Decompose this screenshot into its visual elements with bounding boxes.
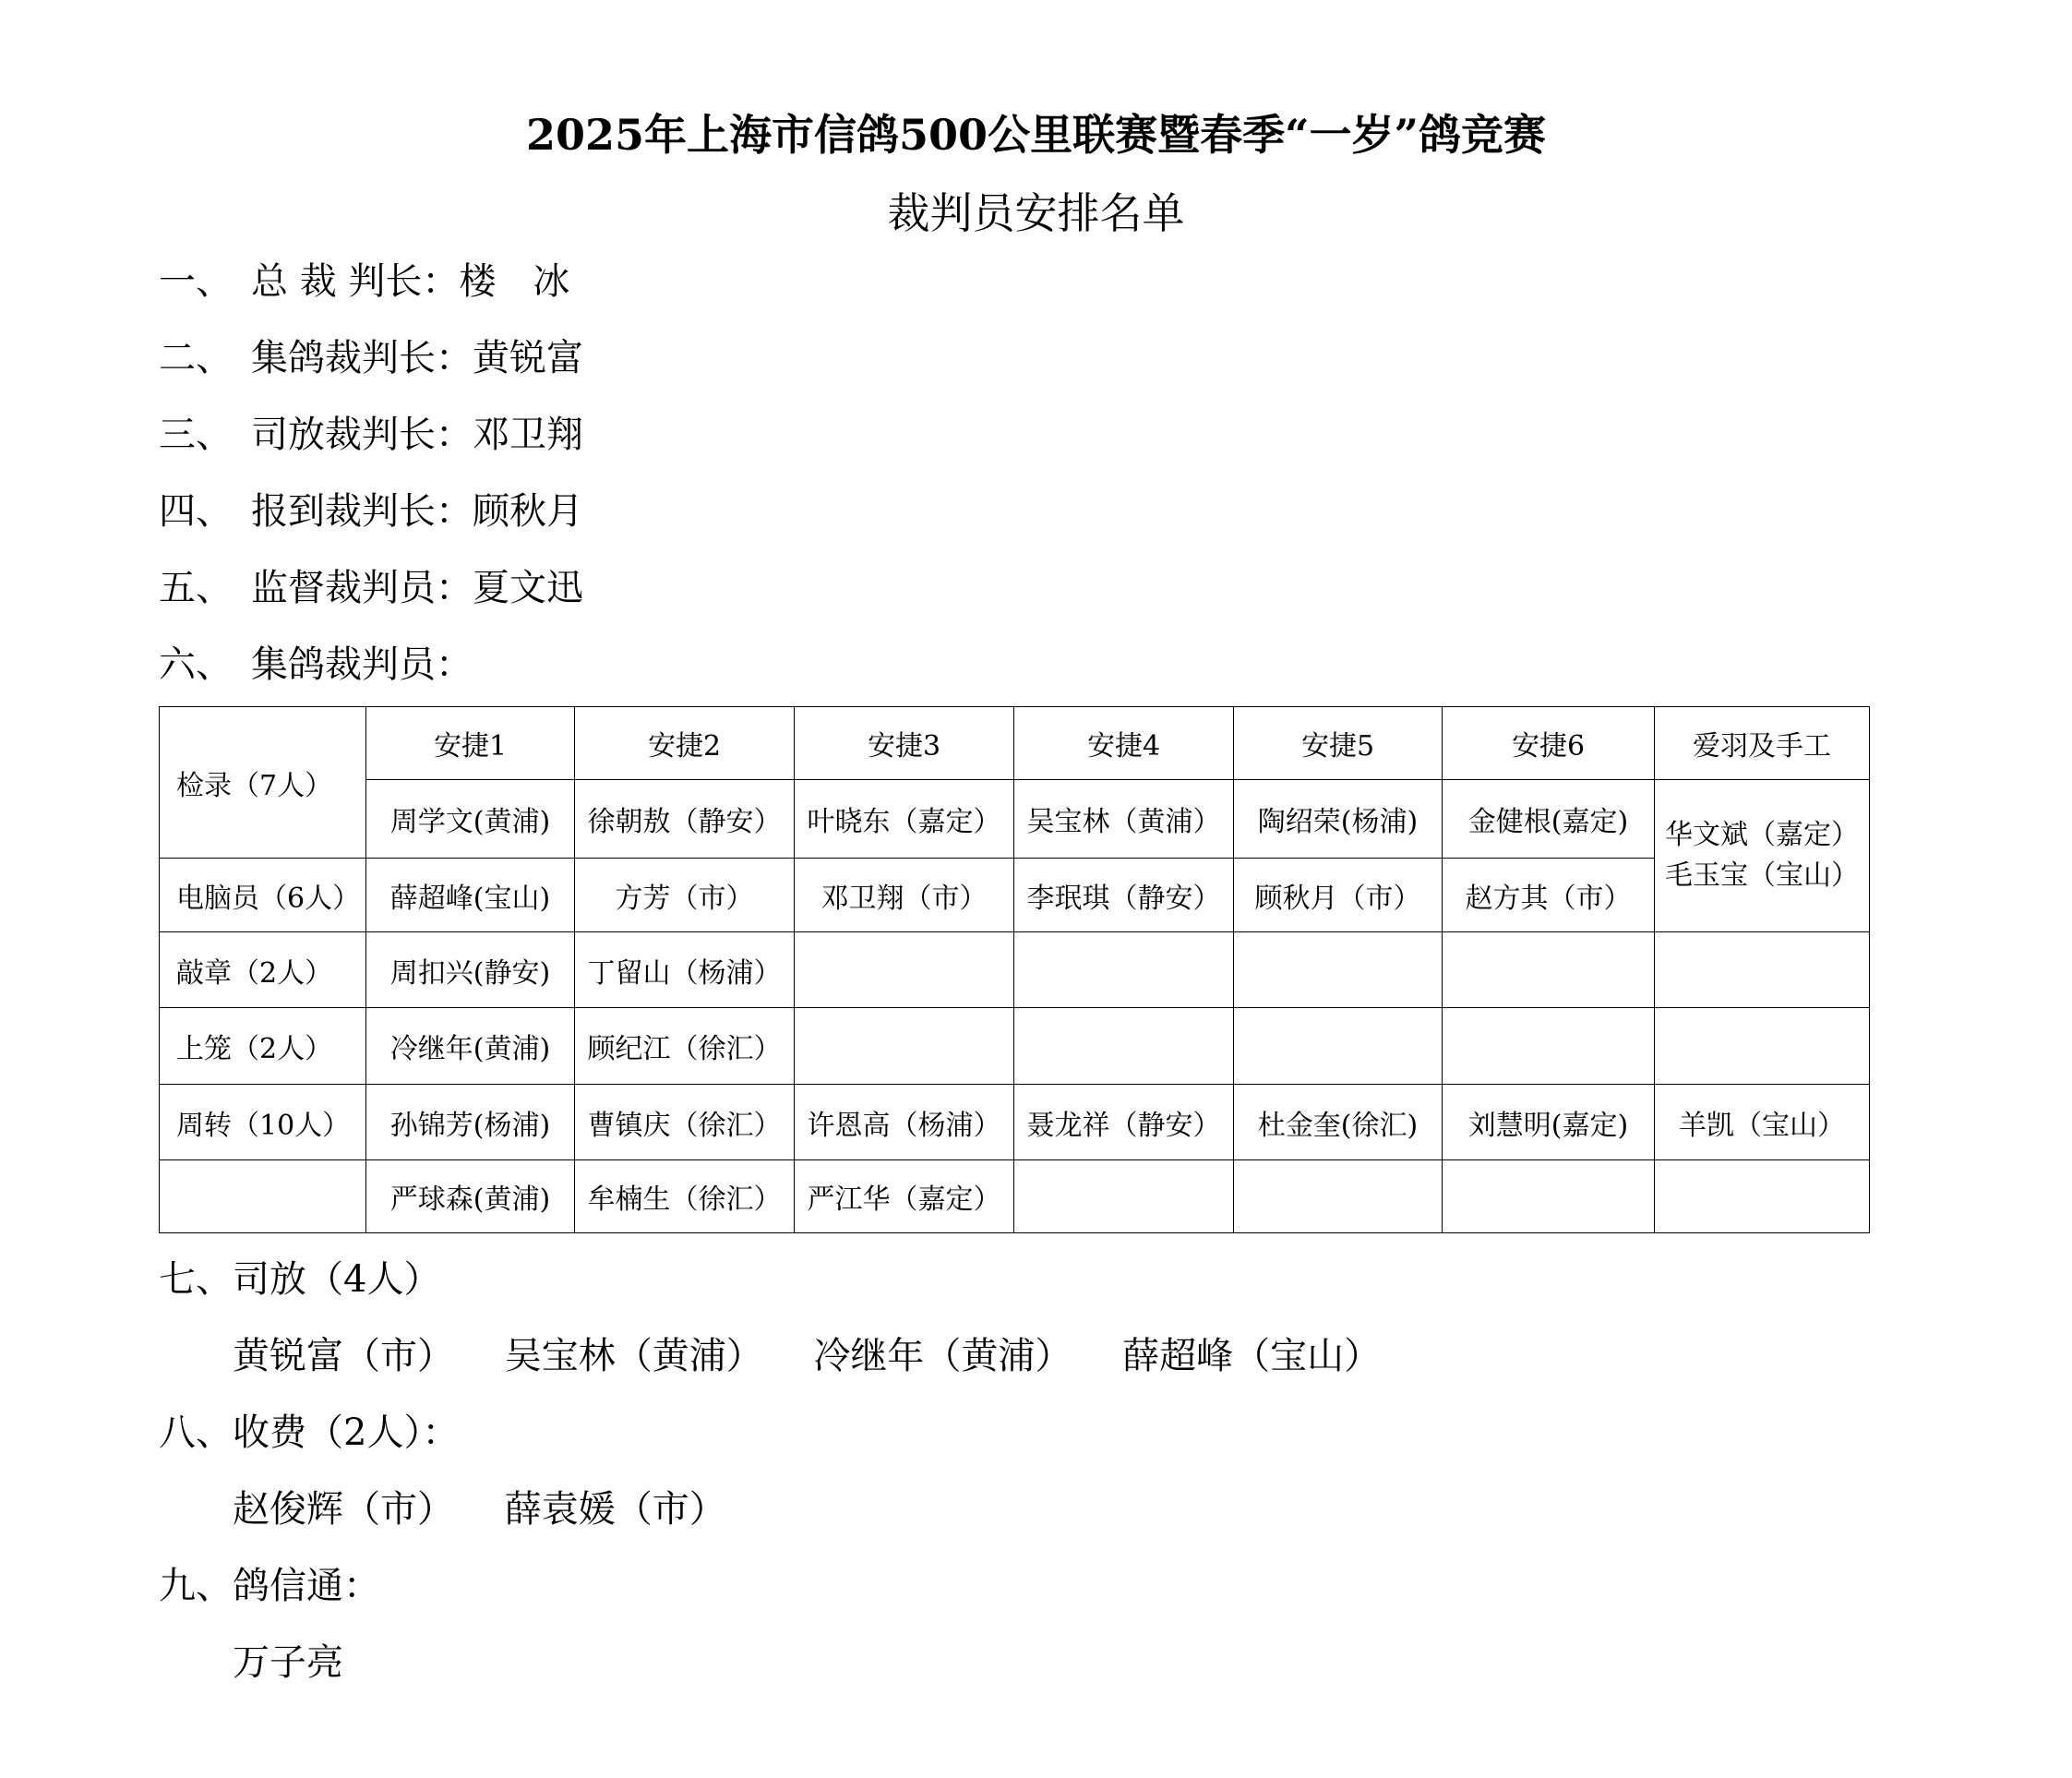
table-cell: 严球森(黄浦) bbox=[366, 1160, 575, 1233]
table-cell bbox=[1443, 932, 1655, 1008]
table-cell bbox=[160, 1160, 366, 1233]
table-cell: 徐朝敖（静安） bbox=[575, 780, 795, 859]
table-cell: 赵方其（市） bbox=[1443, 859, 1655, 932]
fees-heading: 八、收费（2人）： bbox=[159, 1412, 460, 1454]
table-cell: 丁留山（杨浦） bbox=[575, 932, 795, 1008]
role-number: 二、 bbox=[159, 337, 233, 379]
table-cell: 李珉琪（静安） bbox=[1014, 859, 1234, 932]
column-header: 安捷2 bbox=[575, 707, 795, 780]
table-cell: 曹镇庆（徐汇） bbox=[575, 1085, 795, 1160]
release-heading: 七、司放（4人） bbox=[159, 1258, 441, 1301]
table-cell bbox=[1014, 1008, 1234, 1085]
table-cell-name: 华文斌（嘉定） bbox=[1665, 819, 1859, 851]
role-line-supervisor bbox=[159, 562, 583, 614]
referee-table bbox=[159, 706, 1870, 1233]
table-cell bbox=[1014, 1160, 1234, 1233]
role-label: 总 裁 判长：楼 冰 bbox=[251, 260, 570, 303]
role-number: 六、 bbox=[159, 643, 233, 686]
table-cell: 顾纪江（徐汇） bbox=[575, 1008, 795, 1085]
role-label: 集鸽裁判员： bbox=[251, 643, 473, 686]
person-name: 黄锐富（市） bbox=[233, 1335, 454, 1377]
role-line-release-chief bbox=[159, 409, 583, 461]
table-cell: 周学文(黄浦) bbox=[366, 780, 575, 859]
document-subtitle: 裁判员安排名单 bbox=[887, 188, 1185, 238]
role-number: 五、 bbox=[159, 567, 233, 609]
role-line-report-chief bbox=[159, 486, 583, 537]
role-label: 监督裁判员：夏文迅 bbox=[251, 567, 583, 609]
cage-label: 上笼（2人） bbox=[160, 1008, 366, 1085]
role-line-collect-referees bbox=[159, 639, 473, 691]
table-cell: 陶绍荣(杨浦) bbox=[1234, 780, 1443, 859]
fees-names bbox=[233, 1484, 765, 1535]
person-name: 薛超峰（宝山） bbox=[1122, 1335, 1382, 1377]
document-title: 2025年上海市信鸽500公里联赛暨春季“一岁”鸽竞赛 bbox=[526, 110, 1546, 160]
table-cell: 刘慧明(嘉定) bbox=[1443, 1085, 1655, 1160]
release-names bbox=[233, 1330, 1419, 1382]
table-cell-name: 毛玉宝（宝山） bbox=[1665, 859, 1859, 892]
table-cell: 牟楠生（徐汇） bbox=[575, 1160, 795, 1233]
role-label: 司放裁判长：邓卫翔 bbox=[251, 414, 583, 456]
table-cell bbox=[795, 932, 1014, 1008]
table-cell: 羊凯（宝山） bbox=[1655, 1085, 1870, 1160]
aiyu-cell bbox=[1655, 780, 1870, 932]
table-cell bbox=[795, 1008, 1014, 1085]
table-cell bbox=[1655, 1008, 1870, 1085]
column-header: 安捷1 bbox=[366, 707, 575, 780]
table-cell: 薛超峰(宝山) bbox=[366, 859, 575, 932]
column-header: 安捷3 bbox=[795, 707, 1014, 780]
checkin-label: 检录（7人） bbox=[160, 707, 366, 859]
table-cell: 叶晓东（嘉定） bbox=[795, 780, 1014, 859]
person-name: 赵俊辉（市） bbox=[233, 1488, 454, 1531]
computer-label: 电脑员（6人） bbox=[160, 859, 366, 932]
table-cell bbox=[1234, 932, 1443, 1008]
table-cell: 金健根(嘉定) bbox=[1443, 780, 1655, 859]
person-name: 薛袁媛（市） bbox=[504, 1488, 726, 1531]
role-line-collect-chief bbox=[159, 332, 583, 384]
role-number: 三、 bbox=[159, 414, 233, 456]
table-cell bbox=[1443, 1008, 1655, 1085]
gexintong-heading: 九、鸽信通： bbox=[159, 1565, 380, 1607]
table-cell bbox=[1443, 1160, 1655, 1233]
role-label: 报到裁判长：顾秋月 bbox=[251, 490, 583, 533]
role-number: 一、 bbox=[159, 260, 233, 303]
person-name: 吴宝林（黄浦） bbox=[504, 1335, 763, 1377]
column-header: 安捷5 bbox=[1234, 707, 1443, 780]
gexintong-names bbox=[233, 1637, 382, 1688]
table-cell: 周扣兴(静安) bbox=[366, 932, 575, 1008]
table-cell bbox=[1655, 932, 1870, 1008]
person-name: 冷继年（黄浦） bbox=[813, 1335, 1072, 1377]
table-cell: 孙锦芳(杨浦) bbox=[366, 1085, 575, 1160]
table-cell: 方芳（市） bbox=[575, 859, 795, 932]
table-cell bbox=[1234, 1008, 1443, 1085]
column-header: 安捷6 bbox=[1443, 707, 1655, 780]
table-cell: 严江华（嘉定） bbox=[795, 1160, 1014, 1233]
table-cell: 邓卫翔（市） bbox=[795, 859, 1014, 932]
table-cell: 顾秋月（市） bbox=[1234, 859, 1443, 932]
table-cell bbox=[1014, 932, 1234, 1008]
person-name: 万子亮 bbox=[233, 1641, 343, 1684]
role-number: 四、 bbox=[159, 490, 233, 533]
table-cell: 许恩高（杨浦） bbox=[795, 1085, 1014, 1160]
table-cell: 聂龙祥（静安） bbox=[1014, 1085, 1234, 1160]
turnover-label: 周转（10人） bbox=[160, 1085, 366, 1160]
column-header: 安捷4 bbox=[1014, 707, 1234, 780]
table-cell bbox=[1234, 1160, 1443, 1233]
column-header: 爱羽及手工 bbox=[1655, 707, 1870, 780]
table-cell: 冷继年(黄浦) bbox=[366, 1008, 575, 1085]
table-cell: 吴宝林（黄浦） bbox=[1014, 780, 1234, 859]
stamp-label: 敲章（2人） bbox=[160, 932, 366, 1008]
role-line-chief bbox=[159, 256, 569, 307]
table-cell bbox=[1655, 1160, 1870, 1233]
table-cell: 杜金奎(徐汇) bbox=[1234, 1085, 1443, 1160]
role-label: 集鸽裁判长：黄锐富 bbox=[251, 337, 583, 379]
